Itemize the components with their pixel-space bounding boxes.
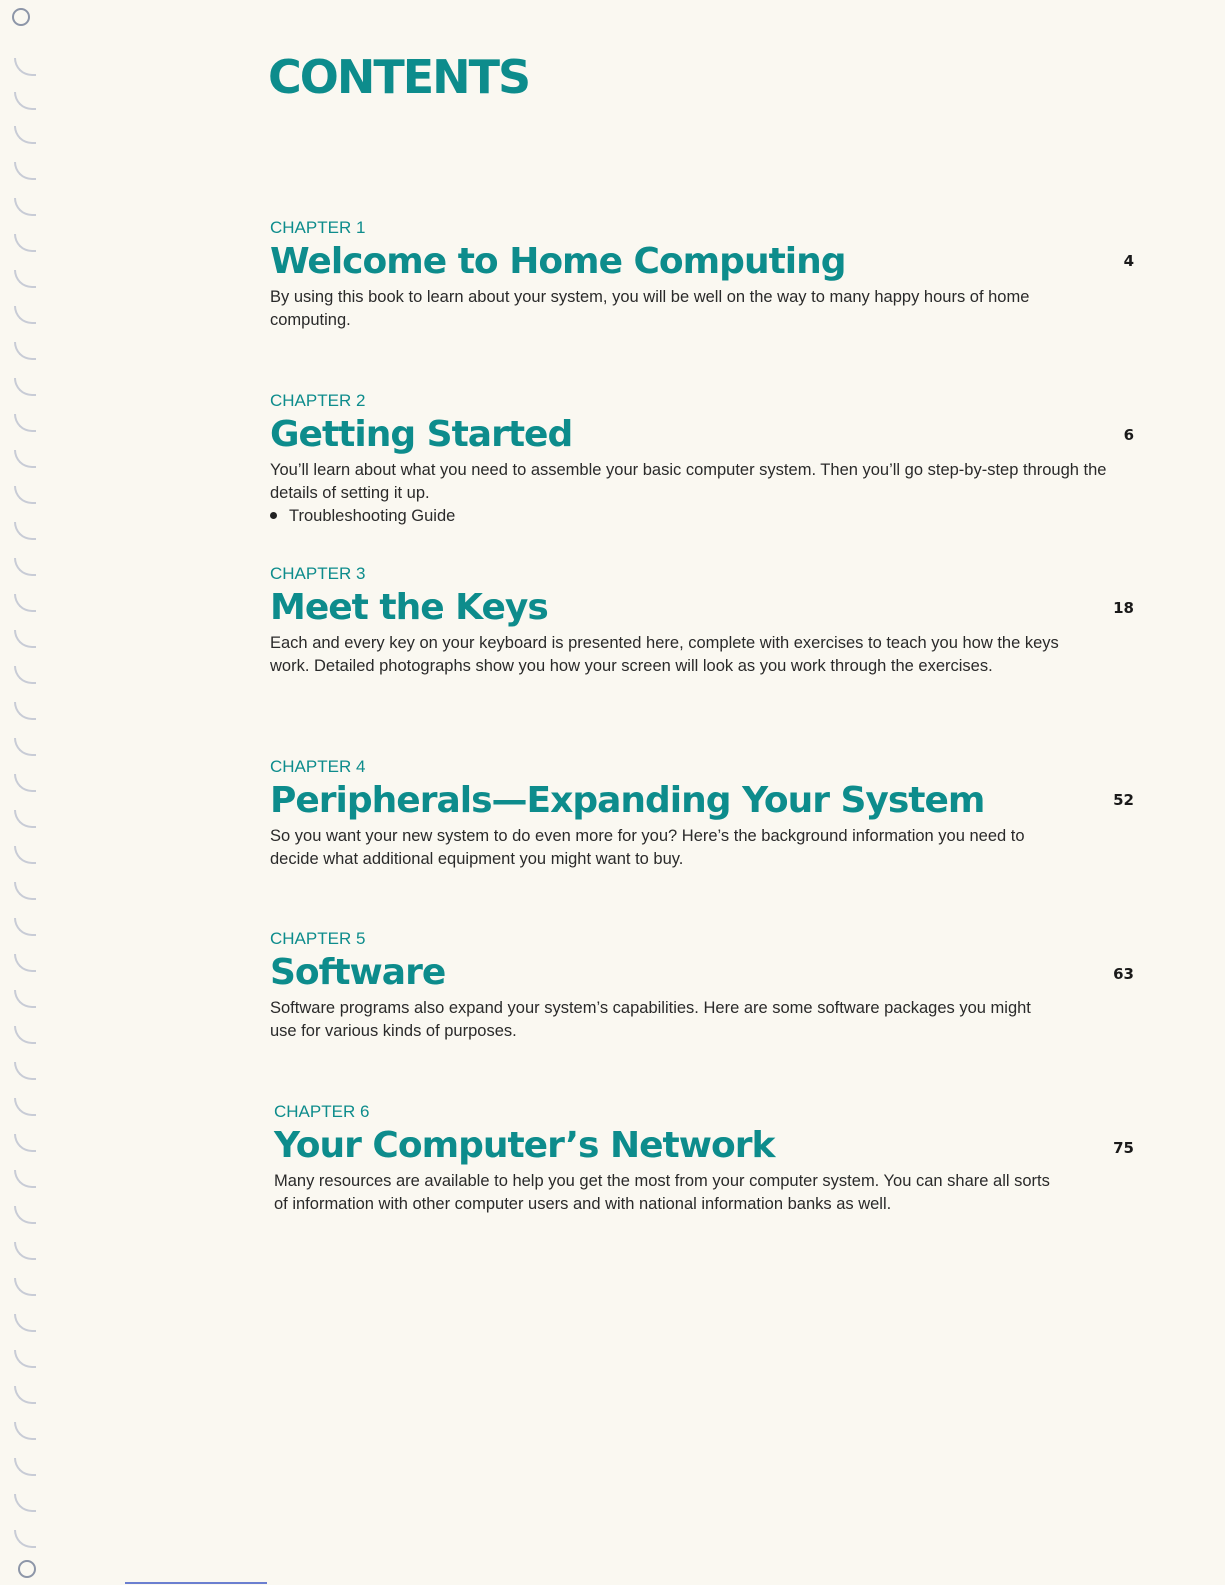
binding-hole-icon: [14, 414, 36, 432]
chapter-description: Software programs also expand your system’s capabilities. Here are some software packages you might use for various kinds of purposes.: [270, 999, 1031, 1040]
binding-hole-icon: [14, 1494, 36, 1512]
binding-hole-icon: [14, 270, 36, 288]
chapter-label: CHAPTER 6: [274, 1102, 370, 1121]
bullet-icon: [270, 512, 277, 519]
binding-hole-icon: [14, 954, 36, 972]
binding-hole-icon: [14, 486, 36, 504]
binding-hole-icon: [14, 558, 36, 576]
binding-hole-icon: [14, 126, 36, 144]
binding-hole-icon: [14, 1278, 36, 1296]
binding-hole-icon: [14, 1314, 36, 1332]
binding-hole-icon: [14, 702, 36, 720]
binding-hole-icon: [14, 1098, 36, 1116]
chapter-title[interactable]: Welcome to Home Computing: [270, 241, 846, 282]
binding-hole-icon: [14, 774, 36, 792]
chapter-label: CHAPTER 5: [270, 929, 366, 948]
binding-hole-icon: [14, 810, 36, 828]
chapter-page-number[interactable]: 52: [1113, 791, 1134, 809]
chapter-page-number[interactable]: 18: [1113, 599, 1134, 617]
binding-hole-icon: [14, 1206, 36, 1224]
chapter-entry-3[interactable]: [270, 564, 1140, 678]
binding-hole-icon: [18, 1560, 36, 1578]
binding-hole-icon: [14, 378, 36, 396]
chapter-title[interactable]: Meet the Keys: [270, 587, 548, 628]
chapter-description: Many resources are available to help you get the most from your computer system. You can share all sorts of information with other computer users and with national information banks as well.: [274, 1172, 1050, 1213]
binding-hole-icon: [14, 92, 36, 110]
chapter-entry-4[interactable]: [270, 757, 1140, 871]
chapter-description: So you want your new system to do even more for you? Here’s the background information you need to decide what additional equipment you might want to buy.: [270, 827, 1025, 868]
binding-hole-icon: [14, 1458, 36, 1476]
chapter-title[interactable]: Getting Started: [270, 414, 573, 455]
binding-hole-icon: [14, 450, 36, 468]
chapter-label: CHAPTER 3: [270, 564, 366, 583]
chapter-title[interactable]: Software: [270, 952, 446, 993]
chapter-entry-5[interactable]: [270, 929, 1140, 1043]
scan-edge-line: [125, 1582, 267, 1584]
chapter-description: You’ll learn about what you need to assemble your basic computer system. Then you’ll go step-by-step through the details of setting it up.: [270, 461, 1107, 502]
binding-hole-icon: [14, 162, 36, 180]
chapter-label: CHAPTER 4: [270, 757, 366, 776]
chapter-label: CHAPTER 1: [270, 218, 366, 237]
chapter-page-number[interactable]: 4: [1123, 252, 1134, 270]
binding-hole-icon: [14, 522, 36, 540]
binding-hole-icon: [14, 1350, 36, 1368]
chapter-entry-6[interactable]: [274, 1102, 1144, 1216]
chapter-title[interactable]: Your Computer’s Network: [274, 1125, 775, 1166]
chapter-page-number[interactable]: 75: [1113, 1139, 1134, 1157]
binding-hole-icon: [14, 198, 36, 216]
binding-hole-icon: [14, 1170, 36, 1188]
binding-hole-icon: [12, 8, 30, 26]
bullet-text: Troubleshooting Guide: [289, 507, 456, 525]
spiral-binding: [0, 0, 50, 1585]
binding-hole-icon: [14, 234, 36, 252]
binding-hole-icon: [14, 666, 36, 684]
binding-hole-icon: [14, 1530, 36, 1548]
chapter-entry-1[interactable]: [270, 218, 1140, 332]
binding-hole-icon: [14, 1386, 36, 1404]
page-title: CONTENTS: [268, 50, 530, 104]
binding-hole-icon: [14, 594, 36, 612]
chapter-page-number[interactable]: 63: [1113, 965, 1134, 983]
binding-hole-icon: [14, 306, 36, 324]
binding-hole-icon: [14, 846, 36, 864]
binding-hole-icon: [14, 1062, 36, 1080]
chapter-description: Each and every key on your keyboard is presented here, complete with exercises to teach you how the keys work. Detailed photographs show you how your screen will look as you work through the exercises.: [270, 634, 1059, 675]
chapter-label: CHAPTER 2: [270, 391, 366, 410]
binding-hole-icon: [14, 882, 36, 900]
chapter-title[interactable]: Peripherals—Expanding Your System: [270, 780, 985, 821]
binding-hole-icon: [14, 990, 36, 1008]
binding-hole-icon: [14, 738, 36, 756]
binding-hole-icon: [14, 630, 36, 648]
binding-hole-icon: [14, 342, 36, 360]
chapter-page-number[interactable]: 6: [1123, 426, 1134, 444]
chapter-description: By using this book to learn about your system, you will be well on the way to many happy hours of home computing.: [270, 288, 1030, 329]
chapter-entry-2[interactable]: [270, 391, 1140, 528]
binding-hole-icon: [14, 1422, 36, 1440]
binding-hole-icon: [14, 1134, 36, 1152]
binding-hole-icon: [14, 1026, 36, 1044]
binding-hole-icon: [14, 58, 36, 76]
binding-hole-icon: [14, 1242, 36, 1260]
chapter-bullet-item: [270, 505, 1140, 528]
binding-hole-icon: [14, 918, 36, 936]
